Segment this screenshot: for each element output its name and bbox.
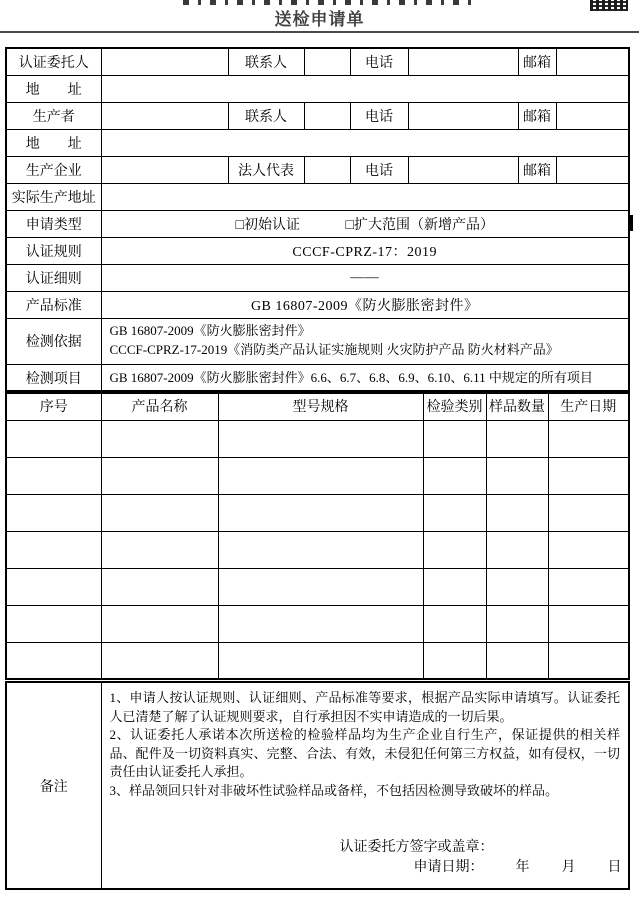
item-cell[interactable] xyxy=(6,642,101,679)
info-table xyxy=(5,47,630,394)
remarks-table xyxy=(5,681,630,890)
item-cell[interactable] xyxy=(548,642,629,679)
item-cell[interactable] xyxy=(6,531,101,568)
col-header-seq: 序号 xyxy=(6,391,101,420)
row-certification-rule xyxy=(6,237,629,264)
remark-line-3: 3、样品领回只针对非破坏性试验样品或备样，不包括因检测导致破坏的样品。 xyxy=(109,782,559,798)
label-remarks: 备注 xyxy=(6,682,101,889)
field-producer-name[interactable] xyxy=(101,102,228,129)
application-type-options xyxy=(101,210,629,237)
field-contact-person-1[interactable] xyxy=(304,48,350,75)
page-title: 送检申请单 xyxy=(274,10,365,29)
item-cell[interactable] xyxy=(101,605,218,642)
label-phone-1: 电话 xyxy=(350,48,408,75)
label-certification-detail: 认证细则 xyxy=(6,264,101,291)
item-cell[interactable] xyxy=(548,531,629,568)
field-legal-rep[interactable] xyxy=(304,156,350,183)
remarks-row xyxy=(6,682,629,889)
test-basis-line-1: GB 16807-2009《防火膨胀密封件》 xyxy=(109,323,311,339)
item-cell[interactable] xyxy=(486,531,548,568)
items-table xyxy=(5,390,630,680)
label-cert-client: 认证委托人 xyxy=(6,48,101,75)
row-product-standard xyxy=(6,291,629,318)
value-certification-rule: CCCF-CPRZ-17：2019 xyxy=(101,237,629,264)
label-product-standard: 产品标准 xyxy=(6,291,101,318)
row-test-items xyxy=(6,364,629,393)
item-cell[interactable] xyxy=(548,568,629,605)
value-product-standard: GB 16807-2009《防火膨胀密封件》 xyxy=(101,291,629,318)
item-row-empty xyxy=(6,642,629,679)
item-cell[interactable] xyxy=(423,457,486,494)
item-row-empty xyxy=(6,494,629,531)
item-cell[interactable] xyxy=(486,420,548,457)
item-cell[interactable] xyxy=(423,420,486,457)
row-cert-client xyxy=(6,48,629,75)
item-cell[interactable] xyxy=(548,494,629,531)
field-email-3[interactable] xyxy=(556,156,629,183)
col-header-model-spec: 型号规格 xyxy=(218,391,423,420)
item-cell[interactable] xyxy=(101,531,218,568)
item-cell[interactable] xyxy=(548,605,629,642)
item-cell[interactable] xyxy=(218,457,423,494)
item-cell[interactable] xyxy=(486,457,548,494)
col-header-sample-qty: 样品数量 xyxy=(486,391,548,420)
item-cell[interactable] xyxy=(486,494,548,531)
field-contact-person-2[interactable] xyxy=(304,102,350,129)
item-row-empty xyxy=(6,531,629,568)
row-producer xyxy=(6,102,629,129)
item-cell[interactable] xyxy=(101,420,218,457)
field-phone-2[interactable] xyxy=(408,102,518,129)
col-header-inspection-type: 检验类别 xyxy=(423,391,486,420)
item-cell[interactable] xyxy=(486,605,548,642)
label-application-type: 申请类型 xyxy=(6,210,101,237)
items-header-row xyxy=(6,391,629,420)
value-test-items: GB 16807-2009《防火膨胀密封件》6.6、6.7、6.8、6.9、6.10、6.11 中规定的所有项目 xyxy=(101,364,629,393)
item-cell[interactable] xyxy=(548,457,629,494)
label-manufacturer: 生产企业 xyxy=(6,156,101,183)
item-cell[interactable] xyxy=(6,420,101,457)
item-cell[interactable] xyxy=(423,531,486,568)
item-row-empty xyxy=(6,457,629,494)
item-cell[interactable] xyxy=(423,642,486,679)
item-cell[interactable] xyxy=(101,568,218,605)
label-contact-person-1: 联系人 xyxy=(228,48,304,75)
item-row-empty xyxy=(6,568,629,605)
application-date-line xyxy=(414,859,622,878)
field-cert-client-name[interactable] xyxy=(101,48,228,75)
item-cell[interactable] xyxy=(218,568,423,605)
label-actual-production-address: 实际生产地址 xyxy=(6,183,101,210)
field-manufacturer-name[interactable] xyxy=(101,156,228,183)
item-cell[interactable] xyxy=(218,531,423,568)
item-cell[interactable] xyxy=(423,605,486,642)
items-table-body xyxy=(6,420,629,679)
day-label: 日 xyxy=(607,860,622,875)
field-email-1[interactable] xyxy=(556,48,629,75)
label-legal-rep: 法人代表 xyxy=(228,156,304,183)
row-application-type xyxy=(6,210,629,237)
item-cell[interactable] xyxy=(6,605,101,642)
item-cell[interactable] xyxy=(101,642,218,679)
field-email-2[interactable] xyxy=(556,102,629,129)
remarks-content xyxy=(101,682,629,889)
label-producer: 生产者 xyxy=(6,102,101,129)
row-certification-detail xyxy=(6,264,629,291)
item-cell[interactable] xyxy=(218,605,423,642)
label-client-address: 地 址 xyxy=(6,75,101,102)
item-cell[interactable] xyxy=(101,494,218,531)
month-label: 月 xyxy=(561,860,576,875)
item-row-empty xyxy=(6,605,629,642)
item-cell[interactable] xyxy=(6,457,101,494)
label-test-basis: 检测依据 xyxy=(6,318,101,364)
field-actual-production-address[interactable] xyxy=(101,183,629,210)
item-cell[interactable] xyxy=(6,568,101,605)
date-label: 申请日期： xyxy=(413,860,484,875)
label-phone-2: 电话 xyxy=(350,102,408,129)
row-manufacturer xyxy=(6,156,629,183)
label-producer-address: 地 址 xyxy=(6,129,101,156)
field-phone-3[interactable] xyxy=(408,156,518,183)
item-cell[interactable] xyxy=(218,420,423,457)
row-test-basis xyxy=(6,318,629,364)
field-phone-1[interactable] xyxy=(408,48,518,75)
value-test-basis xyxy=(101,318,629,364)
item-cell[interactable] xyxy=(218,494,423,531)
value-certification-detail: ―― xyxy=(101,264,629,291)
field-client-address[interactable] xyxy=(101,75,629,102)
title-divider xyxy=(0,31,639,33)
label-contact-person-2: 联系人 xyxy=(228,102,304,129)
item-cell[interactable] xyxy=(486,568,548,605)
item-row-empty xyxy=(6,420,629,457)
item-cell[interactable] xyxy=(486,642,548,679)
label-certification-rule: 认证规则 xyxy=(6,237,101,264)
item-cell[interactable] xyxy=(548,420,629,457)
label-email-3: 邮箱 xyxy=(518,156,556,183)
label-email-2: 邮箱 xyxy=(518,102,556,129)
item-cell[interactable] xyxy=(423,568,486,605)
test-basis-line-2: CCCF-CPRZ-17-2019《消防类产品认证实施规则 火灾防护产品 防火材料产品》 xyxy=(109,342,559,357)
col-header-product-name: 产品名称 xyxy=(101,391,218,420)
checkbox-option-expand-scope[interactable]: □扩大范围（新增产品） xyxy=(345,217,494,233)
col-header-production-date: 生产日期 xyxy=(548,391,629,420)
remark-line-1: 1、申请人按认证规则、认证细则、产品标准等要求，根据产品实际申请填写。认证委托人已清楚了解了认证规则要求，自行承担因不实申请造成的一切后果。 xyxy=(109,690,620,724)
signature-label: 认证委托方签字或盖章： xyxy=(339,840,494,855)
label-phone-3: 电话 xyxy=(350,156,408,183)
row-producer-address xyxy=(6,129,629,156)
item-cell[interactable] xyxy=(423,494,486,531)
field-producer-address[interactable] xyxy=(101,129,629,156)
remark-line-2: 2、认证委托人承诺本次所送检的检验样品均为生产企业自行生产，保证提供的相关样品、配件及一切资料真实、完整、合法、有效，未侵犯任何第三方权益，如有侵权，一切责任由认证委托人承担。 xyxy=(109,727,620,779)
year-label: 年 xyxy=(515,860,530,875)
label-test-items: 检测项目 xyxy=(6,364,101,393)
label-email-1: 邮箱 xyxy=(518,48,556,75)
black-edge-mark-icon xyxy=(628,215,633,231)
row-actual-production-address xyxy=(6,183,629,210)
checkbox-option-initial-certification[interactable]: □初始认证 xyxy=(235,217,300,233)
row-client-address xyxy=(6,75,629,102)
item-cell[interactable] xyxy=(6,494,101,531)
item-cell[interactable] xyxy=(218,642,423,679)
item-cell[interactable] xyxy=(101,457,218,494)
